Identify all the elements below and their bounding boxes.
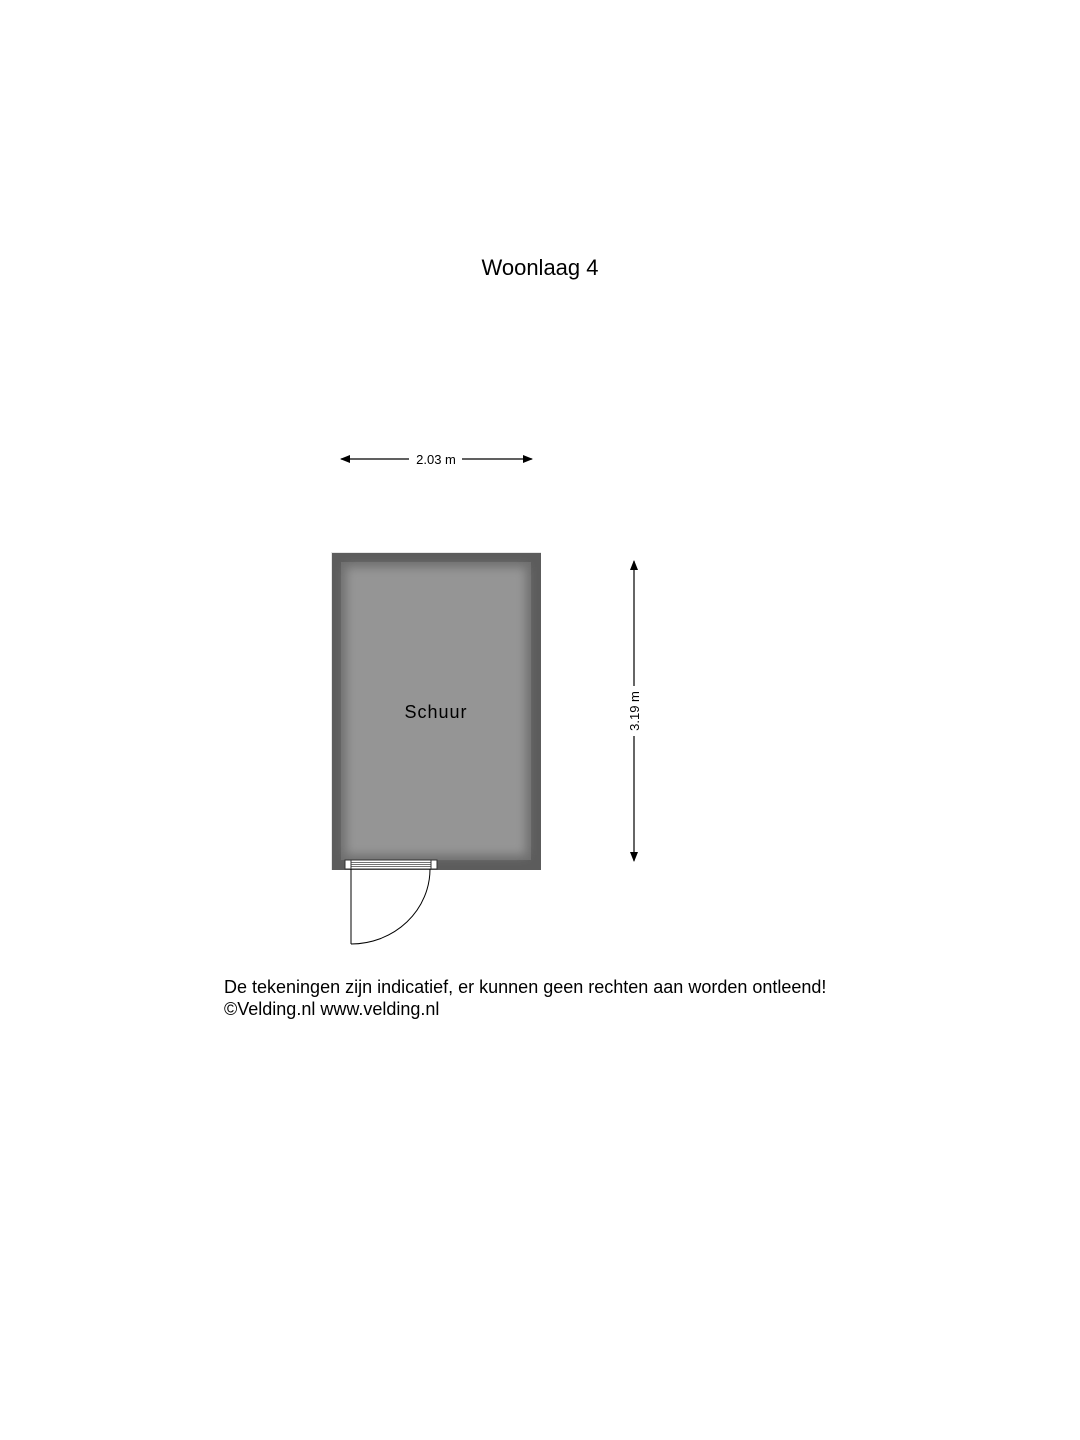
disclaimer	[224, 976, 826, 1020]
disclaimer-line-2: ©Velding.nl www.velding.nl	[224, 999, 440, 1019]
length-dimension-label: 3.19 m	[627, 691, 642, 731]
width-dimension	[341, 452, 532, 467]
room-label: Schuur	[404, 702, 468, 722]
length-dimension	[627, 561, 642, 861]
width-dimension-label: 2.03 m	[416, 452, 456, 467]
floor-title: Woonlaag 4	[481, 255, 599, 280]
door	[345, 860, 437, 944]
room-schuur	[331, 552, 541, 870]
door-swing-arc	[351, 869, 430, 944]
disclaimer-line-1: De tekeningen zijn indicatief, er kunnen geen rechten aan worden ontleend!	[224, 977, 827, 997]
